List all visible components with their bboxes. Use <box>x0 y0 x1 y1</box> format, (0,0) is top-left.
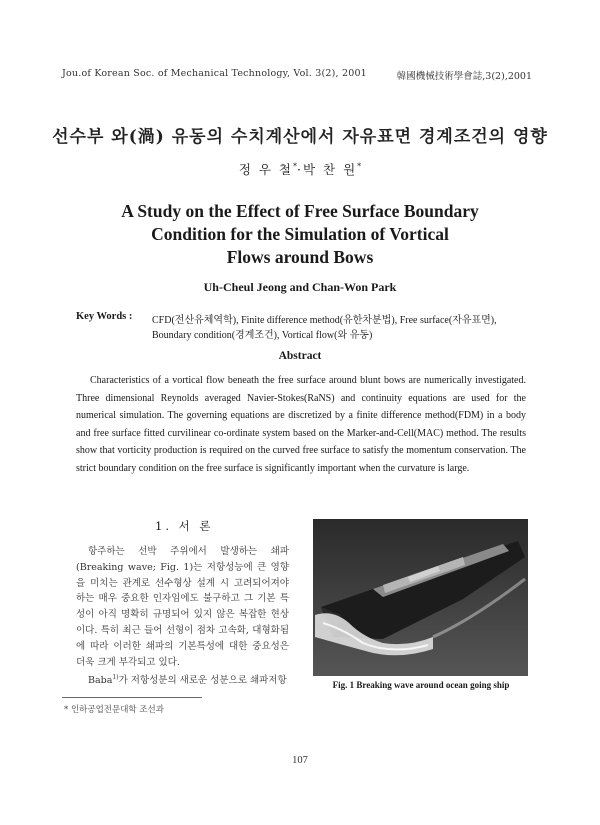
journal-header-left: Jou.of Korean Soc. of Mechanical Technology, Vol. 3(2), 2001 <box>62 68 367 79</box>
footnote-rule <box>62 697 202 698</box>
figure-caption: Fig. 1 Breaking wave around ocean going ship <box>332 680 510 690</box>
cited-author: Baba <box>88 675 113 687</box>
intro-paragraph-2-text: 가 저항성분의 새로운 성분으로 쇄파저항 <box>118 675 287 687</box>
section-heading-introduction: 1. 서 론 <box>155 519 214 533</box>
ship-illustration <box>313 519 528 676</box>
affiliation-mark-1: * <box>293 161 297 171</box>
page-number: 107 <box>292 755 308 766</box>
english-title-line2: Condition for the Simulation of Vortical <box>151 224 449 244</box>
footnote: * 인하공업전문대학 조선과 <box>64 705 164 715</box>
abstract-heading: Abstract <box>278 350 322 362</box>
keywords-line2: Boundary condition(경계조건), Vortical flow(와 유동) <box>152 330 373 341</box>
english-title <box>60 200 540 269</box>
korean-title: 선수부 와(渦) 유동의 수치계산에서 자유표면 경계조건의 영향 <box>52 127 548 147</box>
journal-header-right: 韓國機械技術學會誌,3(2),2001 <box>396 71 532 82</box>
english-title-line1: A Study on the Effect of Free Surface Boundary <box>121 201 479 221</box>
author2-kr: 박 찬 원 <box>302 162 358 177</box>
citation-mark: 1) <box>112 674 119 682</box>
ship-photo <box>313 519 528 676</box>
abstract-body <box>76 372 526 478</box>
intro-paragraph-1: 항주하는 선박 주위에서 발생하는 쇄파(Breaking wave; Fig. 1)는 저항성능에 큰 영향을 미치는 관계로 선수형상 설계 시 고려되어져야 하는 매우 중요한 인자임에도 불구하고 그 기본 특성이 아직 명확히 규명되어 있지 않은 복잡한 현상이다. 특히 최근 들어 선형이 점차 고속화, 대형화됨에 따라 이러한 쇄파의 기본특성에 대한 중요성은 더욱 크게 부각되고 있다. <box>76 546 289 668</box>
author-separator: · <box>297 162 303 177</box>
keywords-line1: CFD(전산유체역학), Finite difference method(유한차분법), Free surface(자유표면), <box>152 315 497 326</box>
korean-authors <box>0 160 600 178</box>
english-title-line3: Flows around Bows <box>226 247 374 267</box>
intro-paragraph-2 <box>76 670 289 689</box>
affiliation-mark-2: * <box>357 161 362 171</box>
author1-kr: 정 우 철 <box>238 162 293 177</box>
introduction-column <box>76 544 289 689</box>
keywords-label: Key Words : <box>76 311 133 322</box>
english-authors: Uh-Cheul Jeong and Chan-Won Park <box>203 280 397 294</box>
abstract-text: Characteristics of a vortical flow beneath the free surface around blunt bows are numerically investigated. Three dimensional Reynolds averaged Navier-Stokes(RaNS) and continuity equations are used for the numerical simulation. The governing equations are discretized by a finite difference method(FDM) in a body and free surface fitted curvilinear co-ordinate system based on the Marker-and-Cell(MAC) method. The results show that vorticity production is required on the curved free surface to satisfy the momentum conservation. The strict boundary condition on the free surface is significantly important when the curvature is large. <box>76 375 526 474</box>
